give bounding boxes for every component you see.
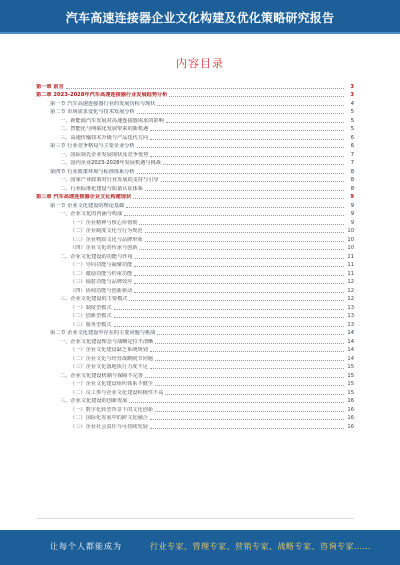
- toc-leader-dots: [150, 139, 344, 140]
- toc-leader-dots: [124, 215, 344, 216]
- toc-leader-dots: [155, 360, 344, 361]
- toc-entry-page: 16: [347, 406, 354, 413]
- toc-entry-title: 三、企业文化建设的主要模式: [60, 296, 128, 302]
- toc-entry[interactable]: [36, 354, 354, 363]
- toc-entry-page: 7: [350, 160, 354, 166]
- toc-entry-page: 13: [347, 313, 354, 319]
- toc-leader-dots: [133, 198, 344, 199]
- toc-entry[interactable]: [36, 286, 354, 295]
- toc-leader-dots: [114, 309, 344, 310]
- toc-entry[interactable]: [36, 150, 354, 159]
- toc-entry-page: 9: [350, 211, 354, 217]
- toc-entry[interactable]: [36, 82, 354, 91]
- toc-leader-dots: [135, 258, 344, 259]
- toc-entry-title: 第一节 企业文化建设的理论基础: [50, 202, 125, 209]
- toc-entry-title: （三）企业文化落地执行力度不足: [70, 364, 148, 370]
- toc-leader-dots: [145, 232, 344, 233]
- toc-entry-title: （三）企业社会责任与可持续发展: [70, 423, 148, 430]
- toc-leader-dots: [129, 300, 344, 301]
- toc-entry-title: 一、国家产业政策对行业发展的支持与引导: [60, 177, 159, 183]
- toc-entry[interactable]: [36, 422, 354, 431]
- toc-leader-dots: [150, 156, 344, 157]
- toc-entry[interactable]: [36, 235, 354, 244]
- toc-entry-page: 5: [350, 126, 354, 132]
- toc-entry-page: 14: [347, 355, 354, 362]
- toc-entry[interactable]: [36, 405, 354, 414]
- toc-entry-title: 一、国际领先企业发展现状及竞争优势: [60, 151, 149, 158]
- toc-leader-dots: [150, 419, 344, 420]
- toc-entry-page: 15: [347, 364, 354, 370]
- toc-leader-dots: [134, 283, 344, 284]
- toc-entry[interactable]: [36, 363, 354, 372]
- toc-leader-dots: [129, 402, 344, 403]
- toc-entry-page: 15: [347, 389, 354, 396]
- toc-leader-dots: [169, 96, 344, 97]
- toc-entry[interactable]: [36, 176, 354, 185]
- toc-entry[interactable]: [36, 142, 354, 151]
- toc-entry-page: 8: [350, 168, 354, 175]
- toc-leader-dots: [155, 343, 344, 344]
- toc-entry[interactable]: [36, 252, 354, 261]
- toc-entry-title: 三、企业文化建设的创新发展: [60, 398, 128, 404]
- toc-leader-dots: [155, 385, 344, 386]
- toc-entry-title: 第二节 市场需求变化与技术发展分析: [50, 109, 135, 115]
- toc-entry-page: 11: [347, 253, 354, 260]
- toc-entry-page: 12: [347, 287, 354, 294]
- report-header: [0, 0, 400, 34]
- toc-entry[interactable]: [36, 184, 354, 193]
- toc-leader-dots: [157, 334, 344, 335]
- toc-leader-dots: [134, 275, 344, 276]
- toc-entry-title: 第二节 企业文化建设中存在的主要问题与挑战: [50, 330, 156, 336]
- toc-entry-title: （二）创新型模式: [70, 313, 112, 319]
- toc-entry-title: 二、国内企业2023-2028年发展机遇与挑战: [60, 160, 161, 166]
- toc-leader-dots: [150, 428, 344, 429]
- toc-leader-dots: [134, 266, 344, 267]
- toc-entry-page: 16: [347, 423, 354, 430]
- toc-leader-dots: [114, 326, 344, 327]
- toc-entry-title: （二）国际化发展中的跨文化融合: [70, 415, 148, 421]
- toc-entry-title: （二）员工参与企业文化建设积极性不高: [70, 389, 164, 396]
- toc-entry-page: 3: [350, 83, 354, 90]
- toc-leader-dots: [150, 368, 344, 369]
- toc-entry-title: （一）导向功能与凝聚功能: [70, 262, 133, 268]
- toc-entry-page: 13: [347, 321, 354, 328]
- toc-entry[interactable]: [36, 201, 354, 210]
- toc-leader-dots: [137, 173, 344, 174]
- toc-entry[interactable]: [36, 244, 354, 253]
- toc-entry-title: 一、企业文化建设理念与战略定位不清晰: [60, 338, 154, 345]
- toc-entry[interactable]: [36, 303, 354, 312]
- toc-entry-title: 二、智能化与网联化发展带来的新机遇: [60, 126, 149, 132]
- toc-leader-dots: [134, 292, 344, 293]
- toc-leader-dots: [163, 164, 344, 165]
- toc-entry-title: 第三章 汽车高速连接器企业文化构建现状: [36, 194, 132, 200]
- toc-entry-page: 5: [350, 117, 354, 124]
- toc-entry-title: 第三节 行业竞争格局与主要企业分析: [50, 143, 135, 149]
- toc-entry[interactable]: [36, 371, 354, 380]
- toc-entry[interactable]: [36, 397, 354, 406]
- toc-entry-title: （一）制度型模式: [70, 304, 112, 311]
- toc-entry[interactable]: [36, 167, 354, 176]
- toc-entry[interactable]: [36, 227, 354, 236]
- toc-entry-title: 三、高速传输技术升级与产品迭代方向: [60, 134, 149, 141]
- toc-entry-title: （一）数字化转型背景下的文化创新: [70, 406, 154, 413]
- toc-entry[interactable]: [36, 99, 354, 108]
- toc-entry[interactable]: [36, 337, 354, 346]
- toc-entry[interactable]: [36, 193, 354, 202]
- toc-entry[interactable]: [36, 380, 354, 389]
- toc-entry[interactable]: [36, 329, 354, 338]
- toc-entry-title: 第二章 2023-2028年汽车高速连接器行业发展趋势分析: [36, 92, 168, 98]
- toc-entry[interactable]: [36, 278, 354, 287]
- toc-entry-page: 12: [347, 296, 354, 302]
- toc-entry[interactable]: [36, 133, 354, 142]
- toc-entry[interactable]: [36, 218, 354, 227]
- header-stripe: [0, 32, 400, 34]
- toc-entry-page: 5: [350, 109, 354, 115]
- toc-entry-title: 第四节 行业政策环境与标准体系分析: [50, 168, 135, 175]
- toc-entry[interactable]: [36, 210, 354, 219]
- toc-entry-page: 16: [347, 398, 354, 404]
- toc-entry[interactable]: [36, 320, 354, 329]
- toc-entry[interactable]: [36, 269, 354, 278]
- toc-entry[interactable]: [36, 295, 354, 304]
- toc-leader-dots: [145, 377, 344, 378]
- toc-leader-dots: [150, 130, 344, 131]
- toc-leader-dots: [139, 249, 344, 250]
- toc-entry-page: 6: [350, 143, 354, 149]
- toc-entry-page: 14: [347, 338, 354, 345]
- toc-entry-page: 15: [347, 372, 354, 379]
- toc-entry-title: （二）企业制度文化与行为规范: [70, 228, 143, 234]
- toc-entry[interactable]: [36, 108, 354, 117]
- toc-entry-title: 第一节 汽车高速连接器行业的发展历程与现状: [50, 100, 156, 107]
- toc-entry-title: （二）企业文化与经营战略脱节问题: [70, 355, 154, 362]
- toc-leader-dots: [145, 190, 344, 191]
- toc-entry-title: 二、企业文化建设的功能与作用: [60, 253, 133, 260]
- toc-entry-page: 9: [350, 194, 354, 200]
- toc-entry-page: 8: [350, 177, 354, 183]
- toc-entry-title: （三）企业物质文化与品牌形象: [70, 236, 143, 243]
- toc-entry-title: （三）服务型模式: [70, 321, 112, 328]
- toc-entry-title: （一）企业文化建设组织体系不健全: [70, 381, 154, 387]
- report-footer: [0, 530, 400, 565]
- toc-entry[interactable]: [36, 261, 354, 270]
- toc-leader-dots: [165, 394, 344, 395]
- report-title: 汽车高速连接器企业文化构建及优化策略研究报告: [65, 11, 335, 25]
- toc-heading: 内容目录: [176, 57, 224, 70]
- toc-entry[interactable]: [36, 159, 354, 168]
- toc-leader-dots: [126, 207, 344, 208]
- toc-entry-title: （一）企业文化建设缺乏系统规划: [70, 347, 148, 353]
- toc-entry-title: （四）企业文化的传承与创新: [70, 245, 138, 251]
- toc-entry-page: 8: [350, 185, 354, 192]
- toc-leader-dots: [66, 88, 344, 89]
- toc-entry[interactable]: [36, 414, 354, 423]
- toc-entry-page: 6: [350, 134, 354, 141]
- footer-slogan: 让每个人都能成为: [50, 542, 122, 551]
- toc-entry-title: 第一章 前言: [36, 83, 64, 90]
- toc-entry-title: （一）企业精神与核心价值观: [70, 219, 138, 226]
- toc-entry-page: 7: [350, 151, 354, 158]
- toc-entry-page: 9: [350, 202, 354, 209]
- toc-entry-title: （二）激励功能与约束功能: [70, 270, 133, 277]
- toc-entry-title: 一、新能源汽车发展对高速连接器需求的影响: [60, 117, 164, 124]
- toc-entry[interactable]: [36, 125, 354, 134]
- toc-entry-page: 11: [347, 270, 354, 277]
- toc-entry-page: 14: [347, 347, 354, 353]
- toc-leader-dots: [145, 241, 344, 242]
- toc-entry-page: 14: [347, 330, 354, 336]
- toc-leader-dots: [137, 147, 344, 148]
- toc-entry-page: 13: [347, 304, 354, 311]
- footer-roles: 行业专家、管理专家、营销专家、战略专家、咨询专家……: [150, 542, 371, 551]
- toc-entry-title: （三）辐射功能与品牌效应: [70, 279, 133, 285]
- toc-entry-title: （四）协调功能与创新驱动: [70, 287, 133, 294]
- toc-leader-dots: [155, 411, 344, 412]
- toc-entry-title: 二、企业文化建设机制与保障不完善: [60, 372, 144, 379]
- toc-leader-dots: [114, 317, 344, 318]
- toc-entry[interactable]: [36, 116, 354, 125]
- toc-entry-page: 4: [350, 100, 354, 107]
- toc-entry-page: 10: [347, 228, 354, 234]
- toc-entry-page: 3: [350, 92, 354, 98]
- toc-entry-page: 11: [347, 262, 354, 268]
- toc-entry[interactable]: [36, 346, 354, 355]
- toc-entry-page: 9: [350, 219, 354, 226]
- table-of-contents: [36, 82, 354, 431]
- toc-entry-page: 10: [347, 245, 354, 251]
- toc-entry[interactable]: [36, 312, 354, 321]
- toc-leader-dots: [157, 105, 344, 106]
- toc-entry-page: 15: [347, 381, 354, 387]
- footer-divider: [36, 518, 354, 519]
- toc-entry-page: 16: [347, 415, 354, 421]
- toc-entry[interactable]: [36, 91, 354, 100]
- toc-entry[interactable]: [36, 388, 354, 397]
- toc-entry-title: 一、企业文化的内涵与构成: [60, 211, 123, 217]
- toc-entry-page: 10: [347, 236, 354, 243]
- toc-leader-dots: [139, 224, 344, 225]
- toc-leader-dots: [150, 351, 344, 352]
- toc-leader-dots: [137, 113, 344, 114]
- toc-entry-title: 二、行业标准化建设与质量认证体系: [60, 185, 144, 192]
- toc-entry-page: 12: [347, 279, 354, 285]
- toc-leader-dots: [161, 181, 344, 182]
- toc-leader-dots: [166, 122, 344, 123]
